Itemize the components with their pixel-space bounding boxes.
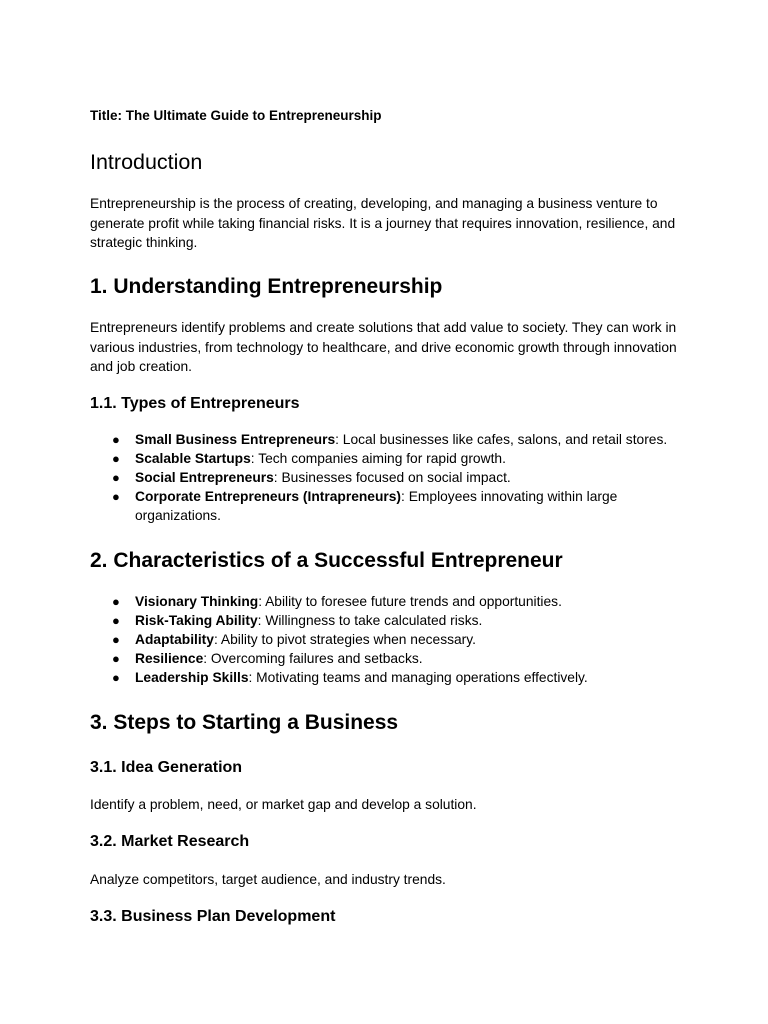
section-1-1-heading: 1.1. Types of Entrepreneurs [90,395,300,412]
section-3-2-paragraph: Analyze competitors, target audience, and industry trends. [90,872,446,887]
bullet-icon: ● [112,470,120,485]
section-3-heading: 3. Steps to Starting a Business [90,711,399,734]
section-1-paragraph: Entrepreneurs identify problems and create solutions that add value to society. They can work in various industries, from technology to healthcare, and drive economic growth through innovation and job creation. [90,320,677,374]
list-item: ● Social Entrepreneurs: Businesses focused on social impact. [112,470,511,485]
list-item: ● Adaptability: Ability to pivot strategies when necessary. [112,632,476,647]
list-item: ● Leadership Skills: Motivating teams and managing operations effectively. [112,670,588,685]
bullet-icon: ● [112,489,120,504]
bullet-icon: ● [112,432,120,447]
section-3-1-paragraph: Identify a problem, need, or market gap and develop a solution. [90,797,477,812]
list-item: ● Resilience: Overcoming failures and setbacks. [112,651,423,666]
bullet-icon: ● [112,451,120,466]
document-title: Title: The Ultimate Guide to Entrepreneurship [90,108,382,123]
list-item: ● Scalable Startups: Tech companies aiming for rapid growth. [112,451,506,466]
list-item: ● Small Business Entrepreneurs: Local businesses like cafes, salons, and retail stores. [112,432,668,447]
bullet-icon: ● [112,651,120,666]
section-3-2-heading: 3.2. Market Research [90,833,250,850]
characteristics-list [90,592,690,687]
section-1-heading: 1. Understanding Entrepreneurship [90,275,443,298]
section-2-heading: 2. Characteristics of a Successful Entrepreneur [90,549,563,572]
entrepreneur-types-list [90,430,690,525]
section-3-1-heading: 3.1. Idea Generation [90,759,243,776]
list-item: ● Visionary Thinking: Ability to foresee future trends and opportunities. [112,594,562,609]
bullet-icon: ● [112,670,120,685]
list-item: ● Corporate Entrepreneurs (Intrapreneurs): Employees innovating within large organizations. [112,489,618,523]
introduction-heading: Introduction [90,150,203,174]
list-item: ● Risk-Taking Ability: Willingness to take calculated risks. [112,613,483,628]
introduction-paragraph: Entrepreneurship is the process of creating, developing, and managing a business venture to generate profit while taking financial risks. It is a journey that requires innovation, resilience, and strategic thinking. [90,196,676,250]
bullet-icon: ● [112,594,120,609]
bullet-icon: ● [112,632,120,647]
bullet-icon: ● [112,613,120,628]
section-3-3-heading: 3.3. Business Plan Development [90,908,336,925]
